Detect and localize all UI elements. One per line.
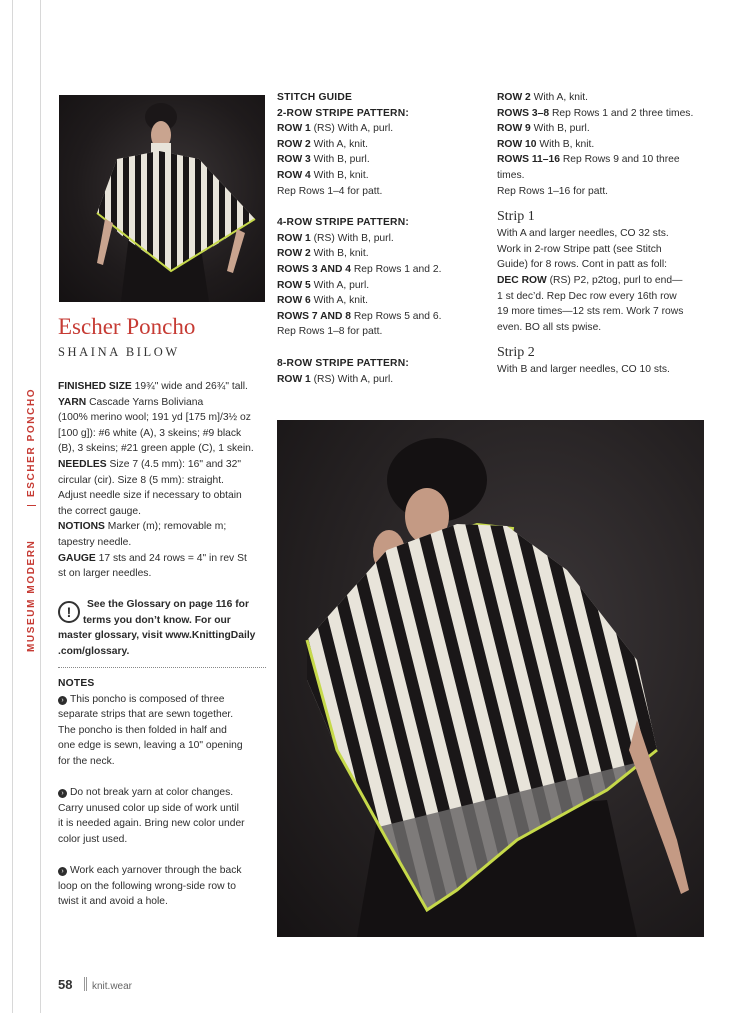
alert-icon: ! (58, 601, 80, 623)
note-1-line-3: The poncho is then folded in half and (58, 724, 227, 736)
notes-block (58, 676, 268, 910)
eight-row-10: ROW 10 With B, knit. (497, 138, 595, 150)
strip-1-heading: Strip 1 (497, 209, 535, 225)
notions-line-2: tapestry needle. (58, 536, 132, 548)
gauge-line-1: GAUGE 17 sts and 24 rows = 4" in rev St (58, 552, 247, 564)
eight-row-1: ROW 1 (RS) With A, purl. (277, 373, 394, 385)
four-row-5: ROW 6 With A, knit. (277, 295, 368, 307)
two-row-2: ROW 2 With A, knit. (277, 138, 368, 150)
four-row-4: ROW 5 With A, purl. (277, 279, 370, 291)
glossary-line-2: terms you don’t know. For our (83, 614, 231, 626)
poncho-model-illustration (59, 95, 265, 302)
needles-line-3: Adjust needle size if necessary to obtain (58, 490, 242, 502)
needles-line-1: NEEDLES Size 7 (4.5 mm): 16" and 32" (58, 458, 242, 470)
dotted-divider (58, 667, 266, 668)
article-title: Escher Poncho (58, 314, 196, 339)
gauge-line-2: st on larger needles. (58, 568, 152, 580)
four-row-repeat: Rep Rows 1–8 for patt. (277, 326, 383, 338)
two-row-heading: 2-ROW STRIPE PATTERN: (277, 107, 409, 119)
note-3-line-3: twist it and avoid a hole. (58, 896, 168, 908)
two-row-4: ROW 4 With B, knit. (277, 169, 369, 181)
yarn-line-3: [100 g]): #6 white (A), 3 skeins; #9 black (58, 427, 242, 439)
note-1-line-5: for the neck. (58, 755, 115, 767)
dec-row-line-1: DEC ROW (RS) P2, p2tog, purl to end— (497, 274, 683, 286)
spacer (497, 335, 712, 344)
specs-block (58, 379, 268, 582)
margin-rule-right (40, 0, 41, 1013)
yarn-line-4: (B), 3 skeins; #21 green apple (C), 1 skein. (58, 443, 254, 455)
section-separator (27, 505, 36, 506)
note-1-line-1: › This poncho is composed of three (58, 692, 268, 708)
model-photo-small (59, 95, 265, 302)
bullet-icon: › (58, 867, 67, 876)
model-photo-large (277, 420, 704, 937)
four-row-heading: 4-ROW STRIPE PATTERN: (277, 217, 409, 229)
dec-row-line-2: 1 st dec’d. Rep Dec row every 16th row (497, 290, 677, 302)
eight-row-heading: 8-ROW STRIPE PATTERN: (277, 357, 409, 369)
four-row-3: ROWS 3 AND 4 Rep Rows 1 and 2. (277, 263, 442, 275)
magazine-name: knit.wear (92, 981, 133, 992)
strip-1-line-3: Guide) for 8 rows. Cont in patt as foll: (497, 259, 667, 271)
eight-row-cont: times. (497, 169, 525, 181)
note-2-line-4: color just used. (58, 833, 128, 845)
margin-rule-left (12, 0, 13, 1013)
needles-line-4: the correct gauge. (58, 505, 141, 517)
glossary-callout (58, 597, 268, 659)
eight-row-9: ROW 9 With B, purl. (497, 123, 590, 135)
notes-heading: NOTES (58, 678, 95, 689)
eight-row-11-16: ROWS 11–16 Rep Rows 9 and 10 three (497, 154, 680, 166)
article-author: SHAINA BILOW (58, 345, 180, 359)
glossary-line-1: See the Glossary on page 116 for (87, 599, 249, 610)
folio-divider (84, 977, 87, 991)
two-row-repeat: Rep Rows 1–4 for patt. (277, 185, 383, 197)
two-row-1: ROW 1 (RS) With A, purl. (277, 123, 394, 135)
needles-line-2: circular (cir). Size 8 (5 mm): straight. (58, 474, 224, 486)
four-row-1: ROW 1 (RS) With B, purl. (277, 232, 394, 244)
glossary-line-3[interactable]: master glossary, visit www.KnittingDaily (58, 630, 256, 642)
stitch-guide-heading: STITCH GUIDE (277, 92, 353, 103)
notions-line-1: NOTIONS Marker (m); removable m; (58, 521, 227, 533)
spacer (58, 770, 268, 786)
page-number: 58 (58, 977, 73, 992)
note-2-line-2: Carry unused color up side of work until (58, 802, 239, 814)
yarn-line-2: (100% merino wool; 191 yd [175 m]/3½ oz (58, 412, 251, 424)
eight-row-repeat: Rep Rows 1–16 for patt. (497, 185, 609, 197)
eight-row-2: ROW 2 With A, knit. (497, 92, 588, 103)
note-1-line-4: one edge is sewn, leaving a 10" opening (58, 740, 243, 752)
strip-1-line-1: With A and larger needles, CO 32 sts. (497, 228, 669, 240)
spacer (497, 199, 712, 208)
instructions-column (497, 90, 712, 378)
note-3-line-2: loop on the following wrong-side row to (58, 880, 237, 892)
poncho-back-illustration (277, 420, 704, 937)
bullet-icon: › (58, 696, 67, 705)
spacer (277, 199, 477, 215)
bullet-icon: › (58, 789, 67, 798)
strip-1-line-2: Work in 2-row Stripe patt (see Stitch (497, 243, 662, 255)
finished-size: FINISHED SIZE 19¾" wide and 26¾" tall. (58, 381, 248, 392)
note-2-line-1: › Do not break yarn at color changes. (58, 785, 268, 801)
strip-2-heading: Strip 2 (497, 345, 535, 361)
stitch-guide (277, 90, 477, 387)
four-row-2: ROW 2 With B, knit. (277, 248, 369, 260)
dec-row-line-4: even. BO all sts pwise. (497, 321, 602, 333)
yarn-line-1: YARN Cascade Yarns Boliviana (58, 396, 204, 408)
note-1-line-2: separate strips that are sewn together. (58, 709, 234, 721)
four-row-6: ROWS 7 AND 8 Rep Rows 5 and 6. (277, 310, 442, 322)
glossary-line-4[interactable]: .com/glossary. (58, 645, 130, 657)
note-3-line-1: › Work each yarnover through the back (58, 863, 268, 879)
eight-row-3-8: ROWS 3–8 Rep Rows 1 and 2 three times. (497, 107, 694, 119)
dec-row-line-3: 19 more times—12 sts rem. Work 7 rows (497, 306, 684, 318)
spacer (58, 848, 268, 864)
spacer (277, 340, 477, 356)
note-2-line-3: it is needed again. Bring new color under (58, 818, 245, 830)
two-row-3: ROW 3 With B, purl. (277, 154, 370, 166)
strip-2-line-1: With B and larger needles, CO 10 sts. (497, 364, 670, 376)
